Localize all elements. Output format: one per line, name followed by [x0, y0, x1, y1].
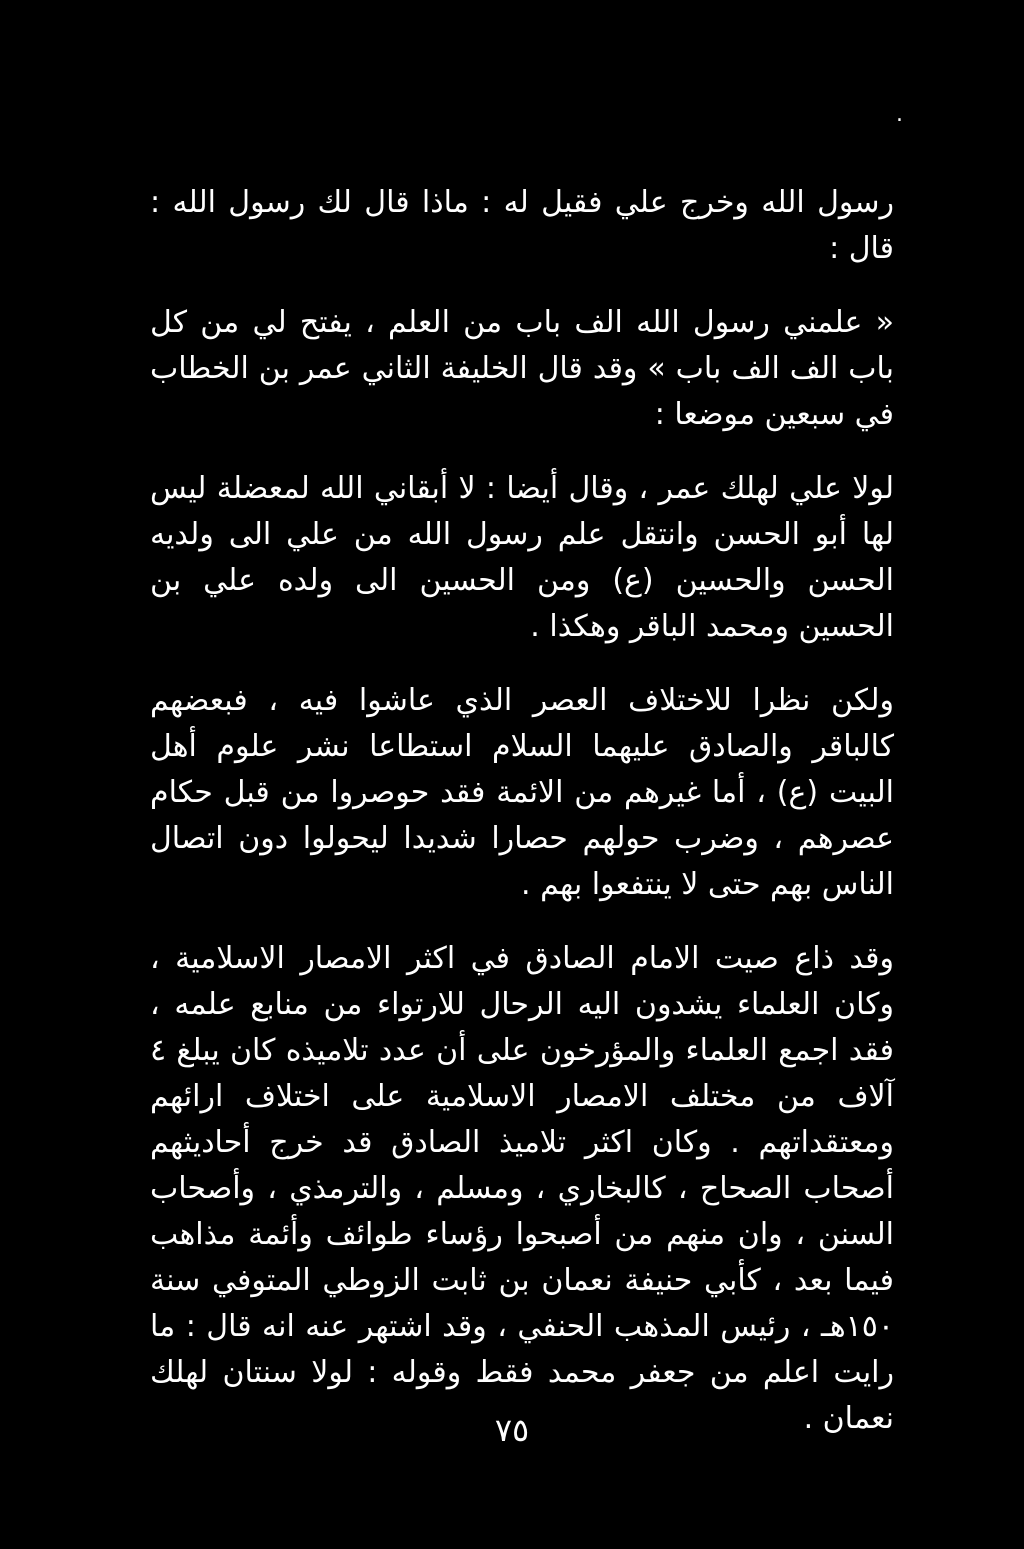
paragraph: ولكن نظرا للاختلاف العصر الذي عاشوا فيه ، فبعضهم كالباقر والصادق عليهما السلام استطاعا نشر علوم أهل البيت (ع) ، أما غيرهم من الائمة فقد حوصروا من قبل حكام عصرهم ، وضرب حولهم حصارا شديدا ليحولوا دون اتصال الناس بهم حتى لا ينتفعوا بهم .	[150, 683, 894, 902]
page-number: ٧٥	[494, 1411, 530, 1449]
stray-mark: .	[896, 102, 903, 127]
paragraph: « علمني رسول الله الف باب من العلم ، يفتح لي من كل باب الف الف باب » وقد قال الخليفة الثاني عمر بن الخطاب في سبعين موضعا :	[150, 305, 894, 432]
paragraph: لولا علي لهلك عمر ، وقال أيضا : لا أبقاني الله لمعضلة ليس لها أبو الحسن وانتقل علم رسول الله من علي الى ولديه الحسن والحسين (ع) ومن الحسين الى ولده علي بن الحسين ومحمد الباقر وهكذا .	[150, 471, 894, 644]
paragraph: رسول الله وخرج علي فقيل له : ماذا قال لك رسول الله : قال :	[150, 185, 894, 266]
paragraph: وقد ذاع صيت الامام الصادق في اكثر الامصار الاسلامية ، وكان العلماء يشدون اليه الرحال للارتواء من منابع علمه ، فقد اجمع العلماء والمؤرخون على أن عدد تلاميذه كان يبلغ ٤ آلاف من مختلف الامصار الاسلامية على اختلاف ارائهم ومعتقداتهم . وكان اكثر تلاميذ الصادق قد خرج أحاديثهم أصحاب الصحاح ، كالبخاري ، ومسلم ، والترمذي ، وأصحاب السنن ، وان منهم من أصبحوا رؤساء طوائف وأئمة مذاهب فيما بعد ، كأبي حنيفة نعمان بن ثابت الزوطي المتوفي سنة ١٥٠هـ ، رئيس المذهب الحنفي ، وقد اشتهر عنه انه قال : ما رايت اعلم من جعفر محمد فقط وقوله : لولا سنتان لهلك نعمان .	[150, 941, 894, 1436]
body-text	[150, 180, 894, 1442]
